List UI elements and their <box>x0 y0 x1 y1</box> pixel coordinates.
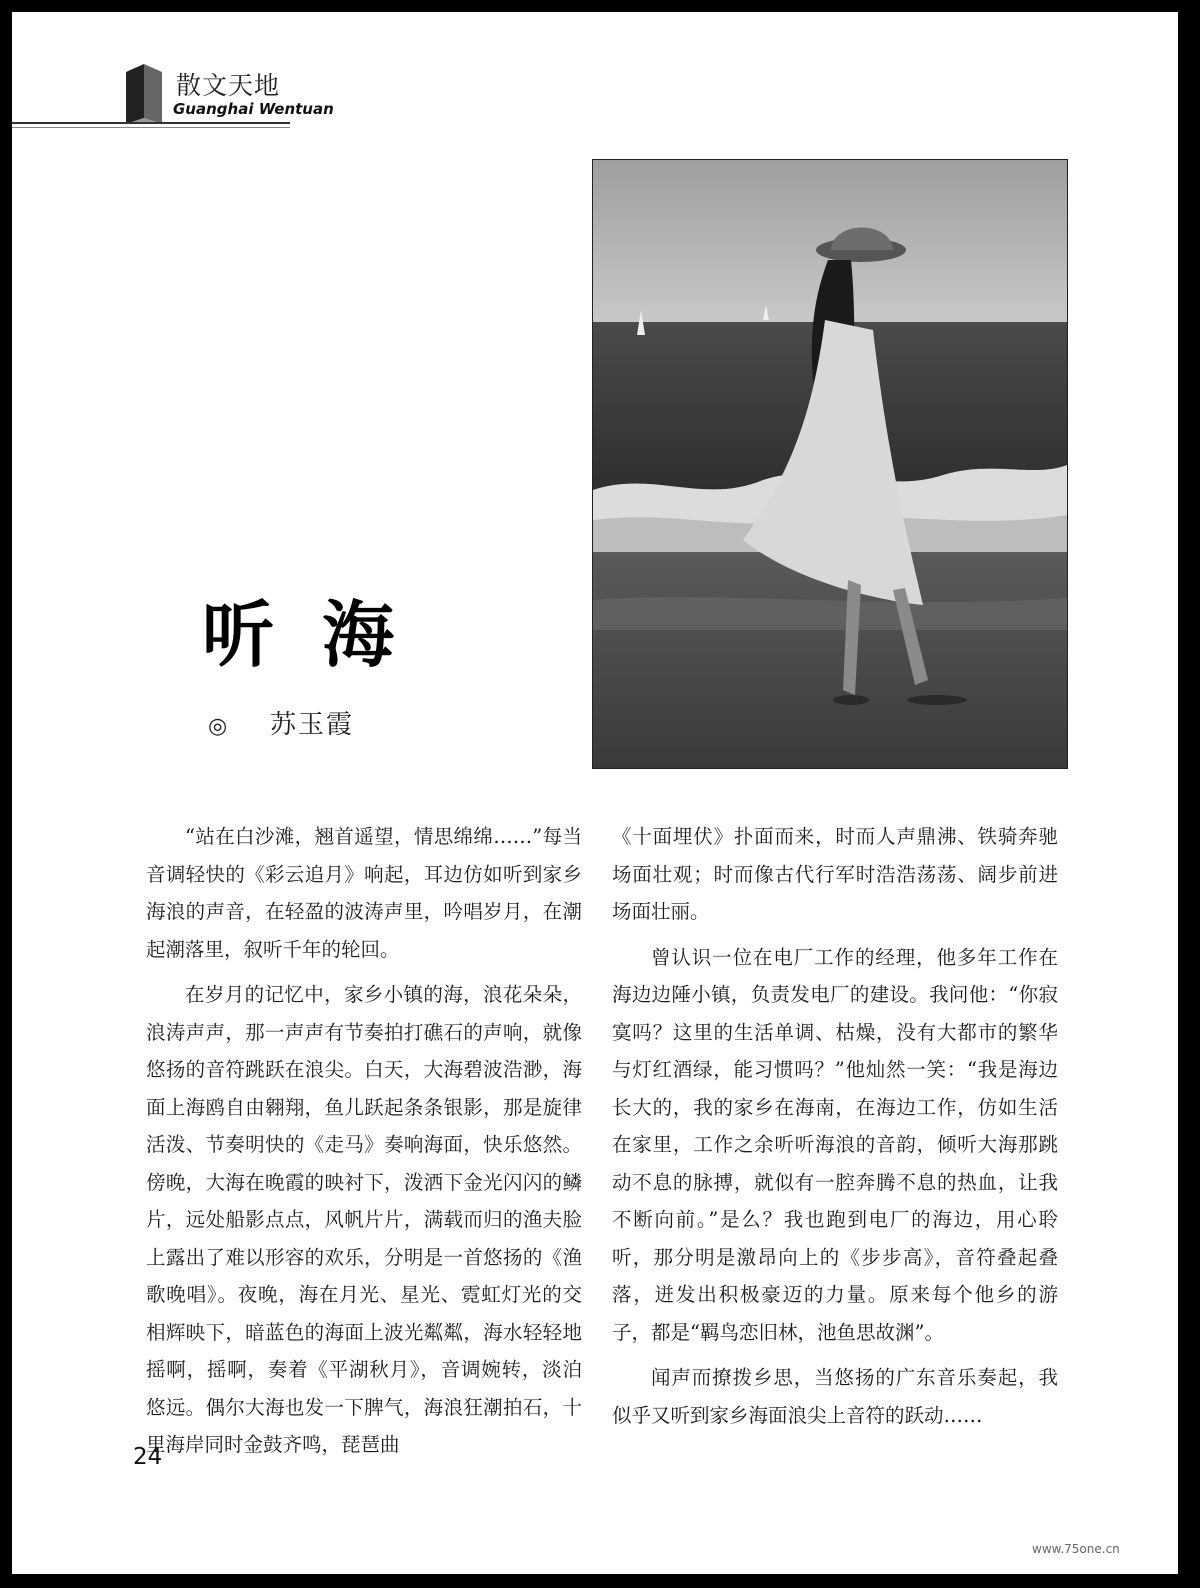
column-title: 散文天地 <box>176 71 281 100</box>
paragraph: 闻声而撩拨乡思，当悠扬的广东音乐奏起，我似乎又听到家乡海面浪尖上音符的跃动…… <box>612 1366 1058 1427</box>
paragraph: “站在白沙滩，翘首遥望，情思绵绵……”每当音调轻快的《彩云追月》响起，耳边仿如听到家乡海浪的声音，在轻盈的波涛声里，吟唱岁月，在潮起潮落里，叙听千年的轮回。 <box>146 825 582 961</box>
paragraph-continuation: 《十面埋伏》扑面而来，时而人声鼎沸、铁骑奔驰场面壮观；时而像古代行军时浩浩荡荡、阔步前进场面壮丽。 <box>612 825 1058 923</box>
article-photo <box>592 159 1068 769</box>
author-name: 苏玉霞 <box>270 710 355 740</box>
paragraph: 在岁月的记忆中，家乡小镇的海，浪花朵朵，浪涛声声，那一声声有节奏拍打礁石的声响，就像悠扬的音符跳跃在浪尖。白天，大海碧波浩渺，海面上海鸥自由翱翔，鱼儿跃起条条银影，那是旋律活泼、节奏明快的《走马》奏响海面，快乐悠然。傍晚，大海在晚霞的映衬下，泼洒下金光闪闪的鳞片，远处船影点点，风帆片片，满载而归的渔夫脸上露出了难以形容的欢乐，分明是一首悠扬的《渔歌晚唱》。夜晚，海在月光、星光、霓虹灯光的交相辉映下，暗蓝色的海面上波光粼粼，海水轻轻地摇啊，摇啊，奏着《平湖秋月》，音调婉转，淡泊悠远。偶尔大海也发一下脾气，海浪狂潮拍石，十里海岸同时金鼓齐鸣，琵琶曲 <box>146 983 582 1456</box>
page-number: 24 <box>133 1444 163 1470</box>
column-logo-icon <box>124 62 164 126</box>
paragraph: 曾认识一位在电厂工作的经理，他多年工作在海边边陲小镇，负责发电厂的建设。我问他：“你寂寞吗？这里的生活单调、枯燥，没有大都市的繁华与灯红酒绿，能习惯吗？”他灿然一笑：“我是海边长大的，我的家乡在海南，在海边工作，仿如生活在家里，工作之余听听海浪的音韵，倾听大海那跳动不息的脉搏，就似有一腔奔腾不息的热血，让我不断向前。”是么？我也跑到电厂的海边，用心聆听，那分明是激昂向上的《步步高》，音符叠起叠落，迸发出积极豪迈的力量。原来每个他乡的游子，都是“羁鸟恋旧林，池鱼思故渊”。 <box>612 945 1058 1344</box>
column-subtitle: Guanghai Wentuan <box>173 100 334 118</box>
header-rule-thin <box>12 127 290 128</box>
header-rule <box>12 122 290 124</box>
right-column <box>612 818 1058 1434</box>
article-title: 听海 <box>202 592 443 677</box>
left-column <box>146 818 582 1464</box>
watermark: www.75one.cn <box>1032 1542 1120 1556</box>
byline <box>208 704 354 741</box>
magazine-page <box>12 12 1178 1574</box>
byline-mark: ◎ <box>208 714 228 739</box>
